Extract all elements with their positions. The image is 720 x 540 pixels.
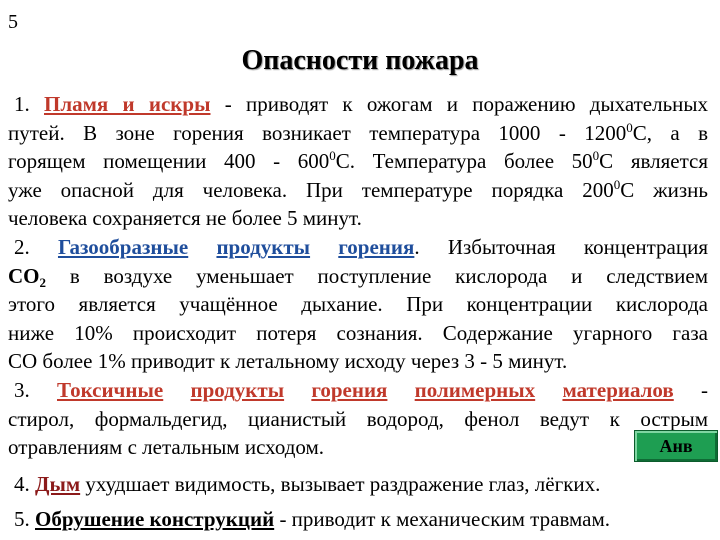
term-combustion: горения	[338, 235, 415, 259]
term-smoke: Дым	[35, 472, 81, 496]
line	[8, 262, 708, 291]
subscript: 2	[39, 274, 46, 290]
paragraph-smoke	[8, 470, 708, 499]
term-products: продукты	[216, 235, 311, 259]
term-materials: материалов	[562, 378, 674, 402]
line	[8, 470, 708, 499]
degree-sup: 0	[592, 148, 600, 163]
text: горящем помещении 400 - 600	[8, 149, 330, 173]
line	[8, 505, 708, 534]
paragraph-toxic	[8, 376, 708, 462]
text: в воздухе уменьшает поступление кислорода и следствием	[46, 263, 708, 288]
line	[8, 147, 708, 176]
text: С жизнь	[620, 177, 708, 202]
page-title: Опасности пожара	[241, 45, 479, 76]
text: уже опасной для человека. При температуре порядка 200	[8, 177, 614, 202]
line: этого является учащённое дыхание. При концентрации кислорода	[8, 292, 708, 316]
text: - приводит к механическим травмам.	[274, 507, 611, 531]
animation-button[interactable]: Анв	[634, 430, 718, 462]
line: человека сохраняется не более 5 минут.	[8, 206, 362, 230]
line: стирол, формальдегид, цианистый водород, фенол ведут к острым	[8, 406, 708, 431]
term-combustion: горения	[311, 378, 388, 402]
term-collapse: Обрушение конструкций	[35, 507, 275, 531]
co2-formula: СО	[8, 263, 40, 288]
line	[8, 176, 708, 205]
item-number: 4.	[14, 472, 30, 496]
slide-number: 5	[8, 11, 18, 33]
line: отравлениям с летальным исходом.	[8, 435, 325, 459]
text: - приводят к ожогам и поражению дыхательных	[210, 92, 708, 116]
paragraph-collapse	[8, 505, 708, 534]
degree-sup: 0	[329, 148, 336, 163]
text: . Избыточная концентрация	[414, 235, 708, 259]
term-toxic: Токсичные	[57, 378, 164, 402]
text: С является	[599, 149, 708, 173]
text: -	[673, 378, 709, 402]
line: ниже 10% происходит потеря сознания. Содержание угарного газа	[8, 320, 708, 345]
text: путей. В зоне горения возникает температура 1000 - 1200	[8, 120, 627, 145]
item-number: 2.	[14, 235, 30, 259]
line	[8, 376, 708, 405]
item-number: 1.	[14, 92, 30, 116]
line	[8, 233, 708, 262]
term-gaseous: Газообразные	[57, 235, 189, 259]
degree-sup: 0	[613, 176, 621, 192]
term-products: продукты	[190, 378, 285, 402]
degree-sup: 0	[626, 119, 633, 135]
text: С, а в	[632, 120, 708, 145]
term-polymer: полимерных	[414, 378, 536, 402]
paragraph-gases	[8, 233, 708, 376]
item-number: 3.	[14, 378, 30, 402]
paragraph-flame	[8, 90, 708, 233]
text: С. Температура более 50	[335, 149, 593, 173]
line	[8, 119, 708, 148]
item-number: 5.	[14, 507, 30, 531]
text: ухудшает видимость, вызывает раздражение глаз, лёгких.	[80, 472, 601, 496]
term-flame-sparks: Пламя и искры	[44, 92, 211, 116]
line: СО более 1% приводит к летальному исходу через 3 - 5 минут.	[8, 349, 568, 373]
line	[8, 90, 708, 119]
